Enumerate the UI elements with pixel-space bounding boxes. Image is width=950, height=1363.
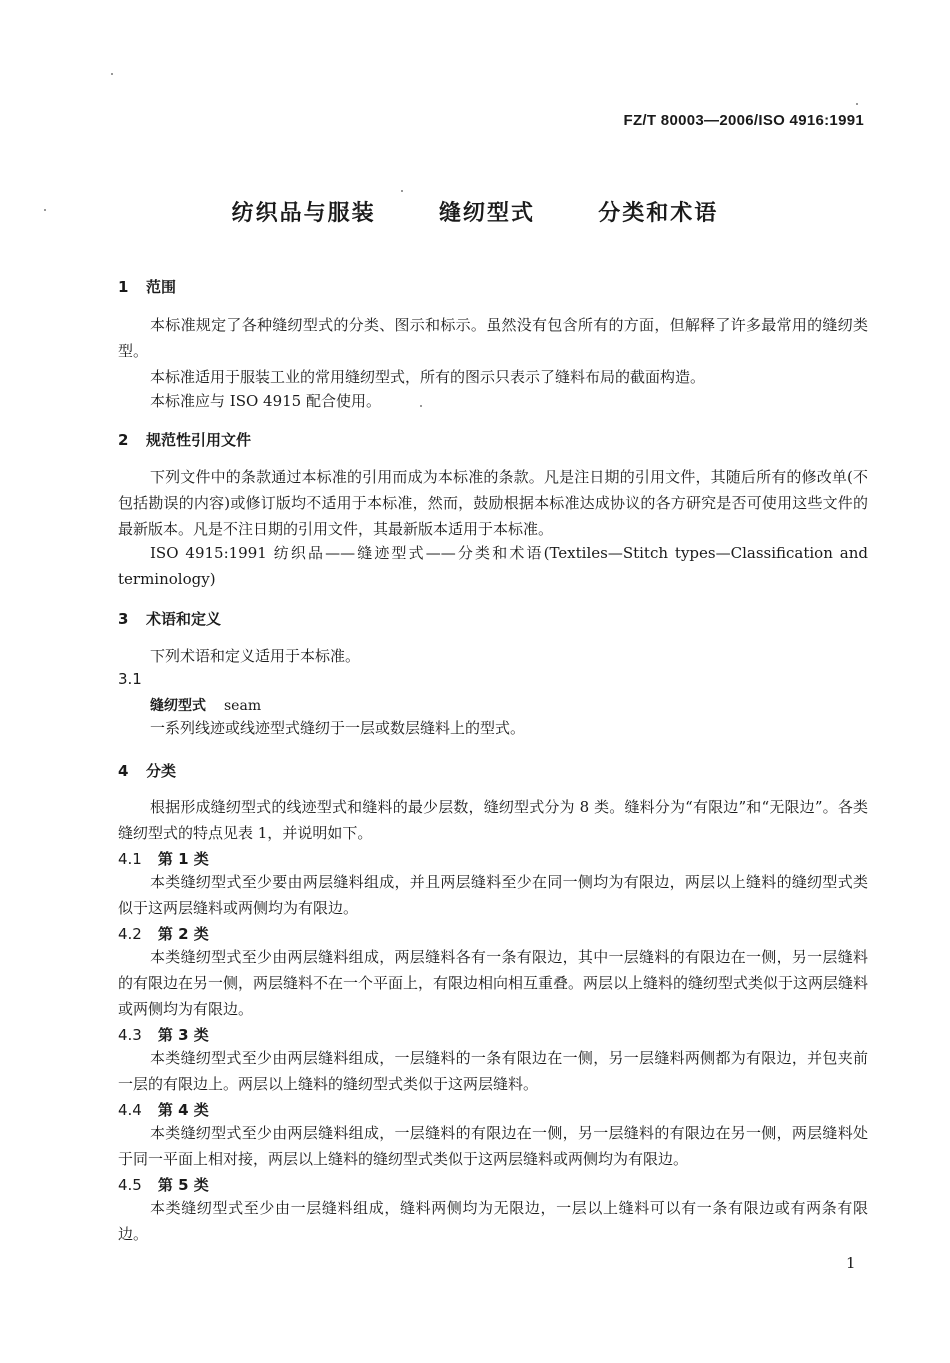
scan-speck <box>420 405 422 407</box>
clause-4-3-text: 本类缝纫型式至少由两层缝料组成，一层缝料的一条有限边在一侧，另一层缝料两侧都为有限边，并包夹前一层的有限边上。两层以上缝料的缝纫型式类似于这两层缝料。 <box>118 1049 868 1093</box>
clause-number: 4.4 <box>118 1101 142 1119</box>
section-2-paragraph-1: 下列文件中的条款通过本标准的引用而成为本标准的条款。凡是注日期的引用文件，其随后所有的修改单(不包括勘误的内容)或修订版均不适用于本标准，然而，鼓励根据本标准达成协议的各方研究是否可使用这些文件的最新版本。凡是不注日期的引用文件，其最新版本适用于本标准。 <box>118 468 868 538</box>
clause-4-1-text: 本类缝纫型式至少要由两层缝料组成，并且两层缝料至少在同一侧均为有限边，两层以上缝料的缝纫型式类似于这两层缝料或两侧均为有限边。 <box>118 873 868 917</box>
term-entry <box>150 695 261 715</box>
clause-title: 第 2 类 <box>157 925 209 943</box>
section-title: 分类 <box>146 762 177 780</box>
section-1-paragraph-2: 本标准适用于服装工业的常用缝纫型式，所有的图示只表示了缝料布局的截面构造。 <box>150 368 706 386</box>
clause-4-3-heading <box>118 1024 209 1045</box>
scan-speck <box>111 73 113 75</box>
clause-number: 4.2 <box>118 925 142 943</box>
section-number: 1 <box>118 278 129 296</box>
clause-title: 第 4 类 <box>157 1101 209 1119</box>
clause-4-4-heading <box>118 1099 209 1120</box>
page-number: 1 <box>846 1254 856 1272</box>
section-2-heading <box>118 429 251 450</box>
clause-4-2-heading <box>118 923 209 944</box>
clause-title: 第 3 类 <box>157 1026 209 1044</box>
section-4-paragraph-1: 根据形成缝纫型式的线迹型式和缝料的最少层数，缝纫型式分为 8 类。缝料分为“有限边”和“无限边”。各类缝纫型式的特点见表 1，并说明如下。 <box>118 798 868 842</box>
clause-title: 第 5 类 <box>157 1176 209 1194</box>
term-definition: 一系列线迹或线迹型式缝纫于一层或数层缝料上的型式。 <box>150 719 526 737</box>
section-3-heading <box>118 608 221 629</box>
section-number: 2 <box>118 431 129 449</box>
section-1-paragraph-3: 本标准应与 ISO 4915 配合使用。 <box>150 392 381 410</box>
term-chinese: 缝纫型式 <box>150 698 206 714</box>
clause-4-5-text: 本类缝纫型式至少由一层缝料组成，缝料两侧均为无限边，一层以上缝料可以有一条有限边或有两条有限边。 <box>118 1199 868 1243</box>
scan-speck <box>856 103 858 105</box>
section-4-heading <box>118 760 176 781</box>
clause-4-1-heading <box>118 848 209 869</box>
clause-number: 4.1 <box>118 850 142 868</box>
section-number: 3 <box>118 610 129 628</box>
scan-speck <box>44 209 46 211</box>
normative-reference: ISO 4915:1991 纺织品——缝迹型式——分类和术语(Textiles—Stitch types—Classification and terminology) <box>118 544 868 588</box>
section-1-heading <box>118 276 176 297</box>
section-title: 范围 <box>146 278 177 296</box>
clause-number: 4.5 <box>118 1176 142 1194</box>
clause-title: 第 1 类 <box>157 850 209 868</box>
term-english: seam <box>224 698 262 714</box>
section-title: 术语和定义 <box>146 610 222 628</box>
section-1-paragraph-1: 本标准规定了各种缝纫型式的分类、图示和标示。虽然没有包含所有的方面，但解释了许多最常用的缝纫类型。 <box>118 316 868 360</box>
section-3-paragraph-1: 下列术语和定义适用于本标准。 <box>150 647 361 665</box>
clause-4-2-text: 本类缝纫型式至少由两层缝料组成，两层缝料各有一条有限边，其中一层缝料的有限边在一侧，另一层缝料的有限边在另一侧，两层缝料不在一个平面上，有限边相向相互重叠。两层以上缝料的缝纫型式类似于这两层缝料或两侧均为有限边。 <box>118 948 869 1018</box>
standard-number: FZ/T 80003—2006/ISO 4916:1991 <box>623 112 864 129</box>
section-number: 4 <box>118 762 129 780</box>
section-title: 规范性引用文件 <box>146 431 252 449</box>
scan-speck <box>401 190 403 192</box>
clause-number: 4.3 <box>118 1026 142 1044</box>
document-title: 纺织品与服装 缝纫型式 分类和术语 <box>231 201 719 226</box>
clause-3-1-number: 3.1 <box>118 670 142 688</box>
clause-4-4-text: 本类缝纫型式至少由两层缝料组成，一层缝料的有限边在一侧，另一层缝料的有限边在另一侧，两层缝料处于同一平面上相对接，两层以上缝料的缝纫型式类似于这两层缝料或两侧均为有限边。 <box>118 1124 868 1168</box>
clause-4-5-heading <box>118 1174 209 1195</box>
